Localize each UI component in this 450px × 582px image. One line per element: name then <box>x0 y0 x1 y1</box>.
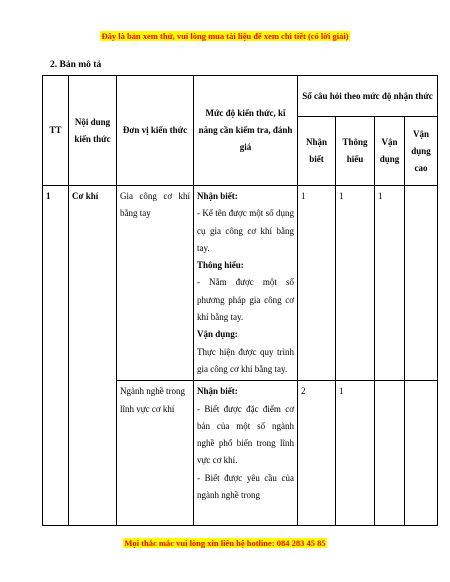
count-thong-hieu: 1 <box>336 186 375 381</box>
count-van-dung-cao <box>405 381 438 526</box>
section-title: 2. Bản mô tả <box>50 60 102 70</box>
header-van-dung: Vận dụng <box>375 117 405 186</box>
count-nhan-biet: 1 <box>298 186 336 381</box>
bottom-hotline-banner <box>0 533 450 551</box>
level-text: - Biết được đặc điểm cơ bản của một số ngành nghề phổ biến trong lĩnh vực cơ khí. <box>197 403 294 466</box>
level-text: - Nắm được một số phương pháp gia công cơ khí bằng tay. <box>197 277 294 323</box>
table-row <box>43 186 438 381</box>
count-nhan-biet: 2 <box>298 381 336 526</box>
level-title: Thông hiểu: <box>197 260 244 271</box>
count-van-dung <box>375 381 405 526</box>
row-tt: 1 <box>43 186 69 526</box>
level-text: - Kể tên được một số dụng cụ gia công cơ khí bằng tay. <box>197 208 294 253</box>
bottom-banner-text: Mọi thắc mắc vui lòng xin liên hệ hotline: 084 283 45 85 <box>124 538 326 548</box>
row-don-vi: Ngành nghề trong lĩnh vực cơ khí <box>117 381 194 526</box>
row-noi-dung: Cơ khí <box>69 186 117 526</box>
header-row-1 <box>43 76 438 117</box>
description-table <box>42 75 438 526</box>
row-muc-do <box>194 381 298 526</box>
level-text: - Biết được yêu cầu của ngành nghề trong <box>197 472 294 501</box>
header-muc-do: Mức độ kiến thức, kĩ năng cần kiểm tra, đánh giá <box>194 76 298 186</box>
level-text: Thực hiện được quy trình gia công cơ khí bằng tay. <box>197 346 294 374</box>
row-don-vi: Gia công cơ khí bằng tay <box>117 186 194 381</box>
level-title: Nhận biết: <box>197 386 238 397</box>
header-noi-dung: Nội dung kiến thức <box>69 76 117 186</box>
header-thong-hieu: Thông hiểu <box>336 117 375 186</box>
header-so-cau-hoi: Số câu hỏi theo mức độ nhận thức <box>298 76 438 117</box>
top-preview-banner <box>0 26 450 44</box>
header-van-dung-cao: Vận dụng cao <box>405 117 438 186</box>
level-title: Nhận biết: <box>197 191 238 201</box>
top-banner-text: Đây là bản xem thử, vui lòng mua tài liệu để xem chi tiết (có lời giải) <box>101 31 349 41</box>
row-muc-do <box>194 186 298 381</box>
level-title: Vận dụng: <box>197 329 238 340</box>
header-tt: TT <box>43 76 69 186</box>
header-nhan-biet: Nhận biết <box>298 117 336 186</box>
header-don-vi: Đơn vị kiến thức <box>117 76 194 186</box>
count-van-dung: 1 <box>375 186 405 381</box>
count-thong-hieu: 1 <box>336 381 375 526</box>
count-van-dung-cao <box>405 186 438 381</box>
